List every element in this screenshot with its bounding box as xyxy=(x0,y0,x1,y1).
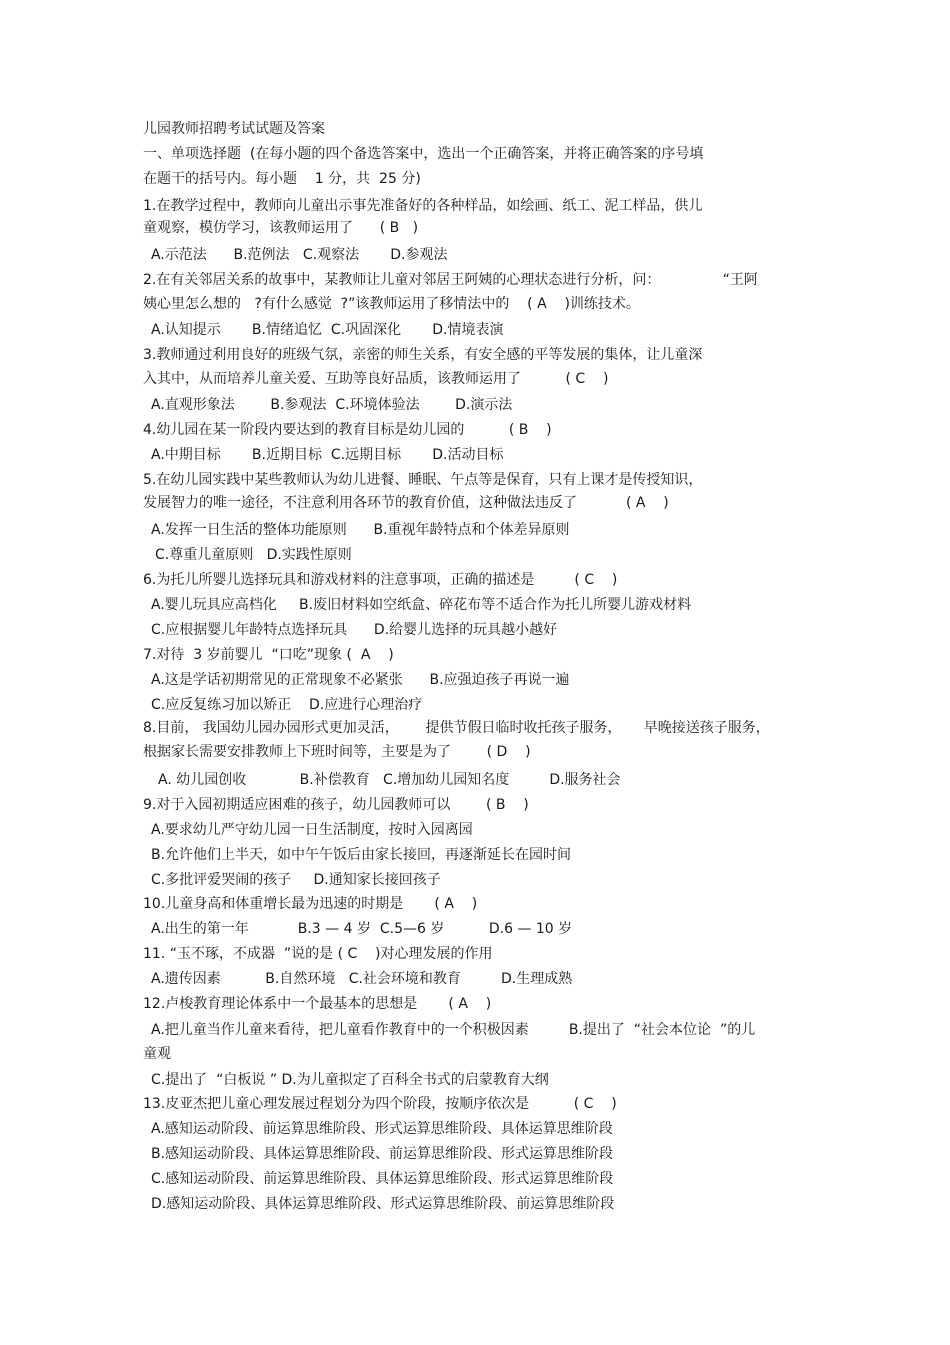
text-line: 一、单项选择题 (在每小题的四个备选答案中，选出一个正确答案，并将正确答案的序号填 xyxy=(143,146,704,162)
text-line: 10.儿童身高和体重增长最为迅速的时期是 ( A ) xyxy=(143,896,478,912)
text-line: A.这是学话初期常见的正常现象不必紧张 B.应强迫孩子再说一遍 xyxy=(151,672,570,688)
text-line: A.感知运动阶段、前运算思维阶段、形式运算思维阶段、具体运算思维阶段 xyxy=(151,1121,613,1137)
text-line: 2.在有关邻居关系的故事中，某教师让儿童对邻居王阿姨的心理状态进行分析，问： “王阿 xyxy=(143,272,758,288)
text-line: B.允许他们上半天，如中午午饭后由家长接回，再逐渐延长在园时间 xyxy=(151,847,572,863)
text-line: 童观察，模仿学习，该教师运用了 ( B ) xyxy=(143,220,419,236)
text-line: D.感知运动阶段、具体运算思维阶段、形式运算思维阶段、前运算思维阶段 xyxy=(151,1196,615,1212)
text-line: 7.对待 3 岁前婴儿 “口吃”现象 ( A ) xyxy=(143,647,394,663)
text-line: 1.在教学过程中，教师向儿童出示事先准备好的各种样品，如绘画、纸工、泥工样品，供儿 xyxy=(143,198,703,214)
text-line: 5.在幼儿园实践中某些教师认为幼儿进餐、睡眠、午点等是保育，只有上课才是传授知识， xyxy=(143,472,703,488)
text-line: C.尊重儿童原则 D.实践性原则 xyxy=(155,547,352,563)
text-line: 在题干的括号内。每小题 1 分，共 25 分) xyxy=(143,171,421,187)
text-line: 发展智力的唯一途径，不注意利用各环节的教育价值，这种做法违反了 ( A ) xyxy=(143,495,669,511)
text-line: B.感知运动阶段、具体运算思维阶段、前运算思维阶段、形式运算思维阶段 xyxy=(151,1146,614,1162)
text-line: 4.幼儿园在某一阶段内要达到的教育目标是幼儿园的 ( B ) xyxy=(143,422,552,438)
text-line: 9.对于入园初期适应困难的孩子，幼儿园教师可以 ( B ) xyxy=(143,797,529,813)
text-line: A.婴儿玩具应高档化 B.废旧材料如空纸盒、碎花布等不适合作为托儿所婴儿游戏材料 xyxy=(151,597,692,613)
text-line: A.发挥一日生活的整体功能原则 B.重视年龄特点和个体差异原则 xyxy=(151,522,570,538)
text-line: C.应根据婴儿年龄特点选择玩具 D.给婴儿选择的玩具越小越好 xyxy=(151,622,558,638)
text-line: A.出生的第一年 B.3 — 4 岁 C.5—6 岁 D.6 — 10 岁 xyxy=(151,921,573,937)
text-line: A.把儿童当作儿童来看待，把儿童看作教育中的一个积极因素 B.提出了 “社会本位论 ”的儿 xyxy=(151,1022,756,1038)
text-line: A. 幼儿园创收 B.补偿教育 C.增加幼儿园知名度 D.服务社会 xyxy=(158,772,621,788)
text-line: A.示范法 B.范例法 C.观察法 D.参观法 xyxy=(151,247,448,263)
text-line: 入其中，从而培养儿童关爱、互助等良好品质，该教师运用了 ( C ) xyxy=(143,371,609,387)
document-title: 儿园教师招聘考试试题及答案 xyxy=(143,121,325,137)
text-line: 6.为托儿所婴儿选择玩具和游戏材料的注意事项，正确的描述是 ( C ) xyxy=(143,572,618,588)
text-line: A.直观形象法 B.参观法 C.环境体验法 D.演示法 xyxy=(151,397,513,413)
text-line: A.遗传因素 B.自然环境 C.社会环境和教育 D.生理成熟 xyxy=(151,971,573,987)
text-line: 11. “玉不琢，不成器 ”说的是 ( C )对心理发展的作用 xyxy=(143,946,493,962)
text-line: 12.卢梭教育理论体系中一个最基本的思想是 ( A ) xyxy=(143,996,492,1012)
text-line: C.应反复练习加以矫正 D.应进行心理治疗 xyxy=(151,697,423,713)
text-line: C.提出了 “白板说 ” D.为儿童拟定了百科全书式的启蒙教育大纲 xyxy=(151,1072,549,1088)
text-line: C.多批评爱哭闹的孩子 D.通知家长接回孩子 xyxy=(151,872,441,888)
text-line: 8.目前， 我国幼儿园办园形式更加灵活， 提供节假日临时收托孩子服务， 早晚接送孩子服务， xyxy=(143,720,770,736)
text-line: 13.皮亚杰把儿童心理发展过程划分为四个阶段，按顺序依次是 ( C ) xyxy=(143,1096,617,1112)
text-line: A.要求幼儿严守幼儿园一日生活制度，按时入园离园 xyxy=(151,822,473,838)
text-line: 3.教师通过利用良好的班级气氛，亲密的师生关系，有安全感的平等发展的集体，让儿童深 xyxy=(143,347,703,363)
text-line: A.认知提示 B.情绪追忆 C.巩固深化 D.情境表演 xyxy=(151,322,504,338)
text-line: 根据家长需要安排教师上下班时间等，主要是为了 ( D ) xyxy=(143,744,531,760)
text-line: 姨心里怎么想的 ?有什么感觉 ?”该教师运用了移情法中的 ( A )训练技术。 xyxy=(143,296,640,312)
text-line: 童观 xyxy=(143,1046,171,1062)
text-line: A.中期目标 B.近期目标 C.远期目标 D.活动目标 xyxy=(151,447,504,463)
text-line: C.感知运动阶段、前运算思维阶段、具体运算思维阶段、形式运算思维阶段 xyxy=(151,1171,614,1187)
